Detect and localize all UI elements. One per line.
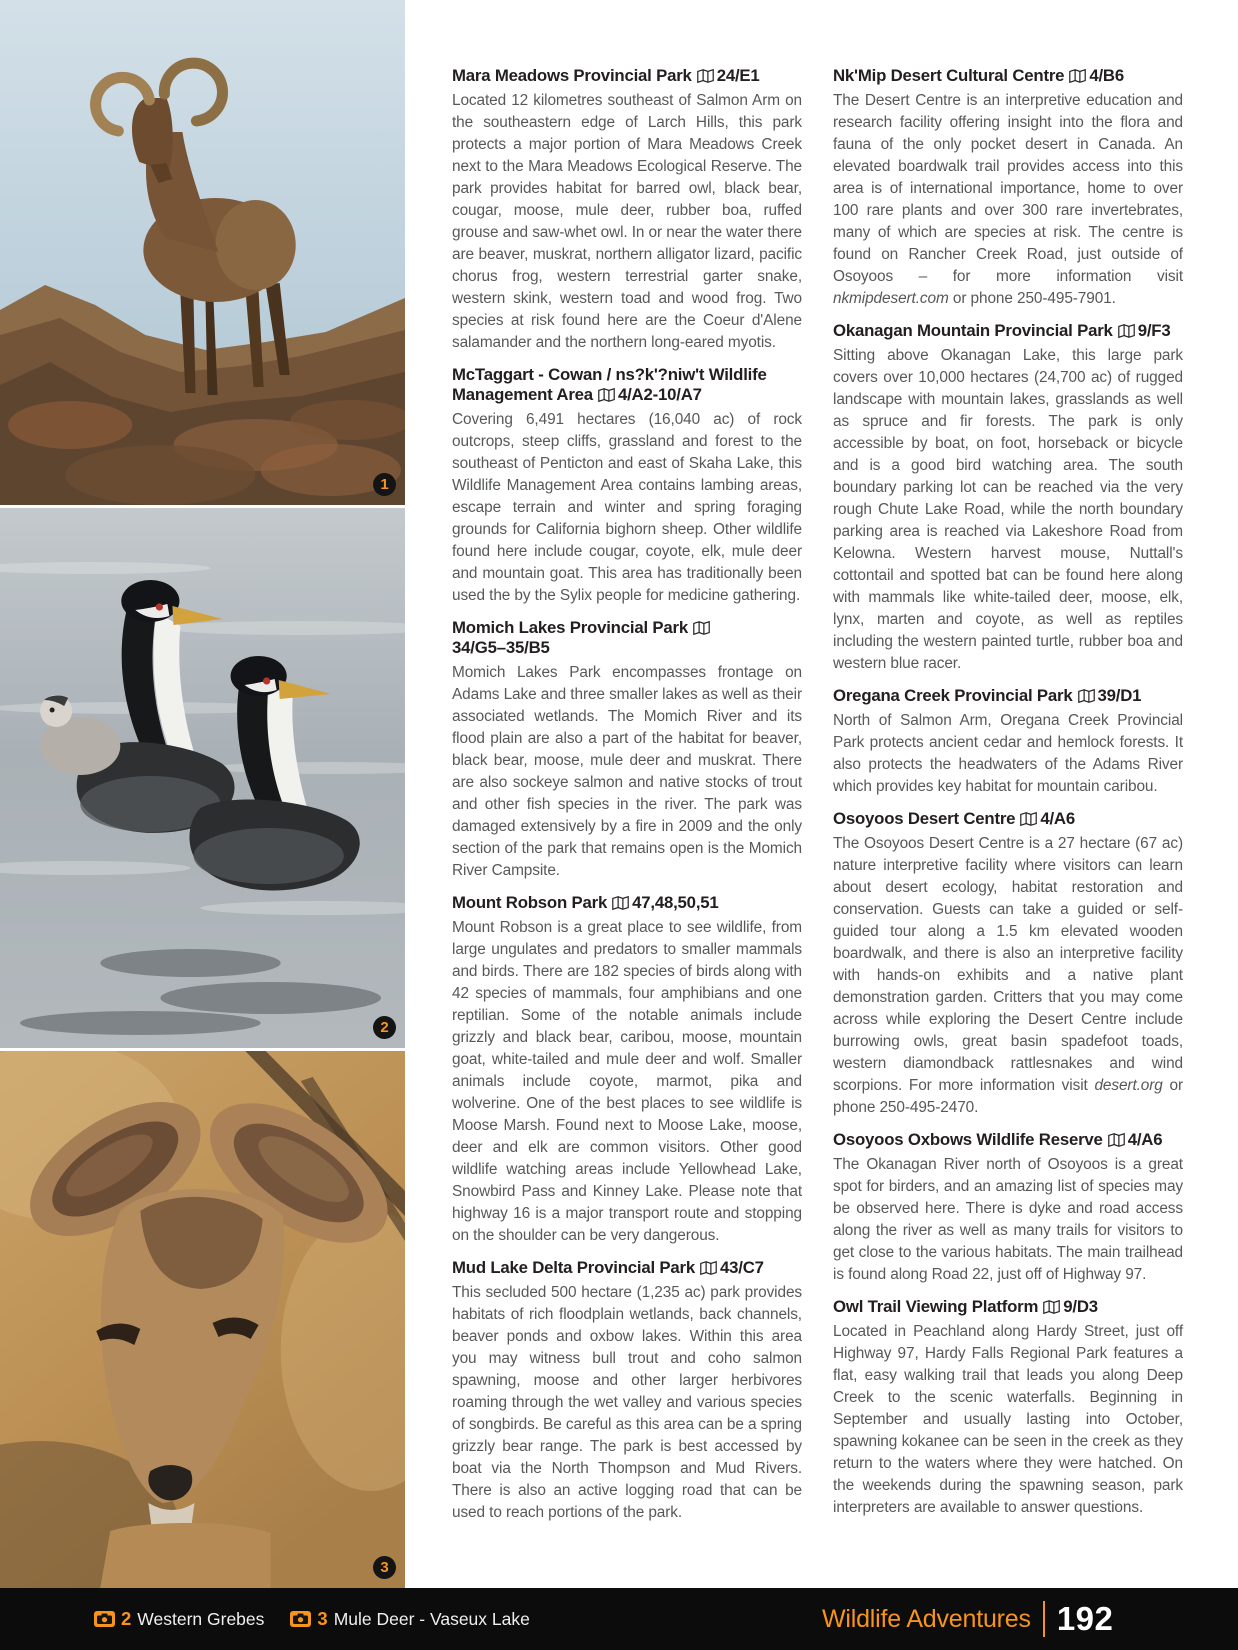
park-title: Mount Robson Park: [452, 893, 608, 912]
caption-label: Western Grebes: [137, 1608, 265, 1629]
description-text: or phone 250-495-2470.: [833, 1077, 1183, 1116]
park-heading: [833, 321, 1183, 341]
photo-mule-deer: [0, 1051, 405, 1588]
park-heading: [452, 365, 802, 405]
section-mount-robson: [452, 893, 802, 1247]
park-description: Mount Robson is a great place to see wildlife, from large ungulates and predators to smaller mammals and birds. There are 182 species of birds along with 42 species of mammals, four amphibians and one reptilian. Some of the notable animals include grizzly and black bear, caribou, moose, mountain goat, white-tailed and mule deer and wolf. Smaller animals include coyote, marmot, pika and wolverine. One of the best places to see wildlife is Moose Marsh. Found next to Moose Lake, moose, deer and elk are common visitors. Other good wildlife watching areas include Yellowhead Lake, Snowbird Pass and Kinney Lake. Please note that highway 16 is a major transport route and stopping on the shoulder can be very dangerous.: [452, 919, 802, 1244]
caption-number: 3: [317, 1608, 328, 1629]
park-heading: [452, 66, 802, 86]
map-icon: [1108, 1133, 1125, 1147]
park-description: Covering 6,491 hectares (16,040 ac) of rock outcrops, steep cliffs, grassland and forest to the southeast of Penticton and east of Skaha Lake, this Wildlife Management Area contains lambing areas, escape terrain and winter and spring foraging grounds for California bighorn sheep. Other wildlife found here include cougar, coyote, elk, mule deer and mountain goat. This area has traditionally been used the by the Sylix people for medicine gathering.: [452, 411, 802, 604]
section-okanagan-mountain: [833, 321, 1183, 675]
western-grebes-illustration: [0, 508, 405, 1048]
map-ref: 9/F3: [1137, 321, 1171, 340]
page-footer: [0, 1588, 1238, 1650]
park-description: The Okanagan River north of Osoyoos is a great spot for birders, and an amazing list of species may be observed here. There is dyke and road access along the river as well as many trails for visitors to get close to the various habitats. The main trailhead is found along Road 22, just off of Highway 97.: [833, 1156, 1183, 1283]
park-title: Mara Meadows Provincial Park: [452, 66, 692, 85]
map-icon: [1069, 69, 1086, 83]
park-description: [833, 833, 1183, 1119]
section-osoyoos-desert-centre: [833, 809, 1183, 1119]
map-ref: 43/C7: [720, 1258, 764, 1277]
section-osoyoos-oxbows: [833, 1130, 1183, 1286]
park-description: [833, 90, 1183, 310]
footer-divider: [1043, 1601, 1045, 1637]
description-text: The Desert Centre is an interpretive education and research facility offering insight into the flora and fauna of the only pocket desert in Canada. An elevated boardwalk trail provides access into this area is of international importance, home to over 100 rare plants and over 300 rare invertebrates, many of which are species at risk. The centre is found on Rancher Creek Road, just outside of Osoyoos – for more information visit: [833, 92, 1183, 285]
website-name: nkmipdesert.com: [833, 290, 949, 307]
photo-western-grebes: [0, 508, 405, 1048]
map-ref: 47,48,50,51: [632, 893, 719, 912]
bighorn-sheep-illustration: [0, 0, 405, 505]
park-description: Located in Peachland along Hardy Street, just off Highway 97, Hardy Falls Regional Park features a flat, easy walking trail that leads you along Deep Creek to the scenic waterfalls. Beginning in September and usually lasting into October, spawning kokanee can be seen in the creek as they return to the waters where they were hatched. On the weekends during the spawning season, park interpreters are available to answer questions.: [833, 1323, 1183, 1516]
photo-captions: [94, 1588, 530, 1650]
map-ref: 4/A6: [1040, 809, 1075, 828]
section-owl-trail: [833, 1297, 1183, 1519]
photo-bighorn-sheep: [0, 0, 405, 505]
park-heading: [452, 1258, 802, 1278]
section-nkmip-desert-centre: [833, 66, 1183, 310]
caption-label: Mule Deer - Vaseux Lake: [333, 1608, 530, 1629]
website-name: desert.org: [1094, 1077, 1163, 1094]
section-mara-meadows: [452, 66, 802, 354]
section-mctaggart-cowan: [452, 365, 802, 607]
map-icon: [1118, 324, 1135, 338]
camera-icon: [290, 1611, 311, 1627]
park-description: North of Salmon Arm, Oregana Creek Provincial Park protects ancient cedar and hemlock forests. It also protects the headwaters of the Adams River which provides key habitat for mountain caribou.: [833, 712, 1183, 795]
map-icon: [1078, 689, 1095, 703]
map-ref: 4/A6: [1127, 1130, 1163, 1149]
map-icon: [697, 69, 714, 83]
park-title: Owl Trail Viewing Platform: [833, 1297, 1039, 1316]
park-heading: [833, 809, 1183, 829]
page-number: 192: [1056, 1600, 1114, 1637]
photo-badge-3: 3: [373, 1556, 396, 1579]
park-description: Located 12 kilometres southeast of Salmon Arm on the southeastern edge of Larch Hills, this park protects a major portion of Mara Meadows Creek next to the Mara Meadows Ecological Reserve. The park provides habitat for barred owl, black bear, cougar, moose, mule deer, rubber boa, ruffed grouse and saw-whet owl. In or near the water there are beaver, muskrat, northern alligator lizard, pacific chorus frog, western terrestrial garter snake, western skink, western toad and wood frog. Two species at risk found here are the Coeur d'Alene salamander and the northern long-eared myotis.: [452, 92, 802, 351]
park-title: Osoyoos Oxbows Wildlife Reserve: [833, 1130, 1103, 1149]
park-heading: [452, 893, 802, 913]
section-momich-lakes: [452, 618, 802, 882]
section-oregana-creek: [833, 686, 1183, 798]
chapter-title: Wildlife Adventures: [822, 1604, 1031, 1633]
footer-brand-area: [822, 1588, 1113, 1650]
map-ref: 4/A2-10/A7: [617, 385, 702, 404]
section-mud-lake-delta: [452, 1258, 802, 1524]
text-column-left: [452, 66, 802, 1524]
caption-mule-deer: [290, 1608, 529, 1630]
park-title: McTaggart - Cowan / ns?k'?niw't Wildlife Management Area: [452, 365, 767, 404]
camera-icon: [94, 1611, 115, 1627]
mule-deer-illustration: [0, 1051, 405, 1588]
park-title: Mud Lake Delta Provincial Park: [452, 1258, 696, 1277]
park-heading: [833, 686, 1183, 706]
map-icon: [700, 1261, 717, 1275]
park-title: Momich Lakes Provincial Park: [452, 618, 688, 637]
park-description: Momich Lakes Park encompasses frontage on Adams Lake and three smaller lakes as well as their associated wetlands. The Momich River and its flood plain are also a part of the habitat for beaver, black bear, moose, mule deer and muskrat. There are also sockeye salmon and native stocks of trout and other fish species in the river. The park was damaged extensively by a fire in 2009 and the only section of the park that remains open is the Momich River Campsite.: [452, 664, 802, 879]
map-ref: 39/D1: [1097, 686, 1142, 705]
map-icon: [1043, 1300, 1060, 1314]
caption-number: 2: [121, 1608, 132, 1629]
description-text: The Osoyoos Desert Centre is a 27 hectare (67 ac) nature interpretive facility where visitors can learn about desert ecology, habitat restoration and conservation. Guests can take a guided or self-guided tour along a 1.5 km elevated wooden boardwalk, and there is also an interpretive facility with hands-on exhibits and a native plant demonstration garden. Critters that you may come across while exploring the Desert Centre include burrowing owls, great basin spadefoot toads, western diamondback rattlesnakes and wind scorpions. For more information visit: [833, 835, 1183, 1094]
park-heading: [452, 618, 802, 658]
park-heading: [833, 1130, 1183, 1150]
park-title: Okanagan Mountain Provincial Park: [833, 321, 1113, 340]
park-title: Oregana Creek Provincial Park: [833, 686, 1073, 705]
park-title: Osoyoos Desert Centre: [833, 809, 1016, 828]
caption-western-grebes: [94, 1608, 264, 1630]
description-text: or phone 250-495-7901.: [948, 290, 1116, 307]
photo-badge-2: 2: [373, 1016, 396, 1039]
park-description: Sitting above Okanagan Lake, this large park covers over 10,000 hectares (24,700 ac) of rugged landscape with mountain lakes, grasslands as well as spruce and fir forests. The park is only accessible by boat, on foot, horseback or bicycle and is a good bird watching area. The south boundary parking lot can be reached via the very rough Chute Lake Road, while the north boundary parking area is reached via Lakeshore Road from Kelowna. Western harvest mouse, Nuttall's cottontail and spotted bat can be found here along with mammals like white-tailed deer, moose, elk, lynx, marten and coyote, as well as reptiles including the western painted turtle, rubber boa and western blue racer.: [833, 347, 1183, 672]
map-icon: [1020, 812, 1037, 826]
map-ref: 9/D3: [1063, 1297, 1098, 1316]
photo-badge-1: 1: [373, 473, 396, 496]
map-icon: [612, 896, 629, 910]
map-ref: 4/B6: [1089, 66, 1124, 85]
park-title: Nk'Mip Desert Cultural Centre: [833, 66, 1065, 85]
map-icon: [693, 621, 710, 635]
park-heading: [833, 66, 1183, 86]
map-icon: [598, 388, 615, 402]
text-column-right: [833, 66, 1183, 1519]
park-description: This secluded 500 hectare (1,235 ac) park provides habitats of rich floodplain wetlands, back channels, beaver ponds and oxbow lakes. Within this area you may witness bull trout and coho salmon spawning, moose and other larger herbivores roaming through the wet valley and various species of songbirds. Be careful as this area can be a spring grizzly bear range. The park is best accessed by boat via the North Thompson and Mud Rivers. There is also an active logging road that can be used to reach portions of the park.: [452, 1284, 802, 1521]
park-heading: [833, 1297, 1183, 1317]
map-ref: 34/G5–35/B5: [452, 638, 550, 657]
map-ref: 24/E1: [716, 66, 760, 85]
